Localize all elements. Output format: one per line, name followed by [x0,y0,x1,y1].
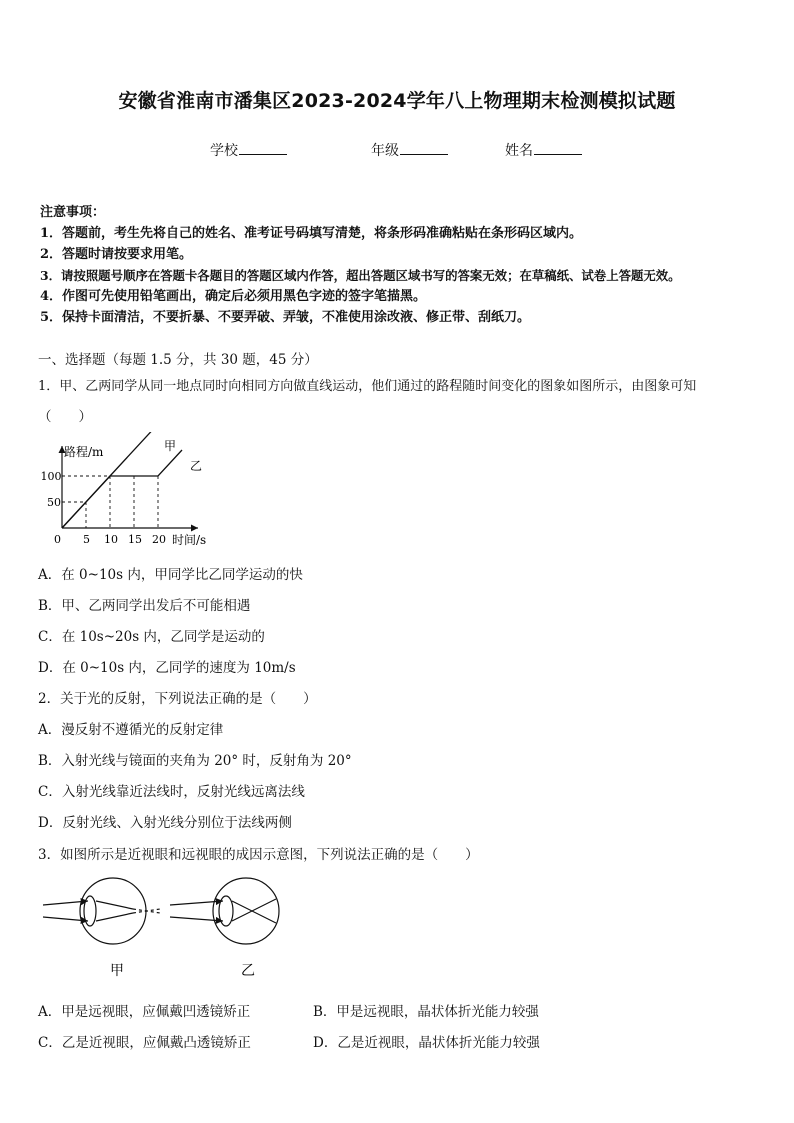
q2-option-c[interactable]: C．入射光线靠近法线时，反射光线远离法线 [38,784,305,800]
note-item: 1．答题前，考生先将自己的姓名、准考证号码填写清楚，将条形码准确粘贴在条形码区域内。 [40,226,583,241]
q3-stem: 3．如图所示是近视眼和远视眼的成因示意图，下列说法正确的是（ ） [38,847,479,863]
q1-option-d[interactable]: D．在 0~10s 内，乙同学的速度为 10m/s [38,660,296,676]
grade-blank[interactable] [400,140,448,155]
q1-stem-paren: （ ） [38,409,92,425]
x-tick-label: 15 [128,533,142,546]
q1-graph [38,432,238,554]
q2-option-b[interactable]: B．入射光线与镜面的夹角为 20° 时，反射角为 20° [38,753,352,769]
x-tick-label: 5 [83,533,90,546]
note-item: 4．作图可先使用铅笔画出，确定后必须用黑色字迹的签字笔描黑。 [40,289,427,304]
notes-block [40,202,681,328]
note-item: 3．请按照题号顺序在答题卡各题目的答题区域内作答，超出答题区域书写的答案无效；在草稿纸、试卷上答题无效。 [40,268,681,283]
q3-option-b[interactable]: B．甲是远视眼，晶状体折光能力较强 [313,1004,539,1020]
q2-option-d[interactable]: D．反射光线、入射光线分别位于法线两侧 [38,815,292,831]
name-field[interactable] [505,140,582,160]
section-heading: 一、选择题（每题 1.5 分，共 30 题，45 分） [38,352,318,368]
x-tick-label: 10 [104,533,118,546]
y-axis-label: 路程/m [64,445,104,459]
q2-stem: 2．关于光的反射，下列说法正确的是（ ） [38,691,317,707]
q1-stem: 1．甲、乙两同学从同一地点同时向相同方向做直线运动，他们通过的路程随时间变化的图象如图所示，由图象可知 [38,379,697,394]
name-label: 姓名 [505,143,533,159]
y-tick-label: 50 [47,496,61,509]
q2-option-a[interactable]: A．漫反射不遵循光的反射定律 [38,722,224,738]
q1-option-c[interactable]: C．在 10s~20s 内，乙同学是运动的 [38,629,265,645]
q3-option-c[interactable]: C．乙是近视眼，应佩戴凸透镜矫正 [38,1035,251,1051]
notes-heading: 注意事项： [40,205,106,220]
school-label: 学校 [210,143,238,159]
q3-option-a[interactable]: A．甲是远视眼，应佩戴凹透镜矫正 [38,1004,251,1020]
q1-option-b[interactable]: B．甲、乙两同学出发后不可能相遇 [38,598,251,614]
q3-eye-figure [38,873,288,983]
y-tick-label: 100 [40,470,62,483]
fig-label-yi: 乙 [241,963,255,979]
x-tick-label: 0 [54,533,61,546]
page-title: 安徽省淮南市潘集区2023-2024学年八上物理期末检测模拟试题 [118,90,676,112]
eye-yi [170,878,279,944]
q3-option-d[interactable]: D．乙是近视眼，晶状体折光能力较强 [313,1035,540,1051]
eye-jia [43,878,160,944]
note-item: 2．答题时请按要求用笔。 [40,247,193,262]
q1-option-a[interactable]: A．在 0~10s 内，甲同学比乙同学运动的快 [38,567,303,583]
note-item: 5．保持卡面清洁，不要折暴、不要弄破、弄皱，不准使用涂改液、修正带、刮纸刀。 [40,310,531,325]
grade-label: 年级 [371,143,399,159]
fig-label-jia: 甲 [110,963,124,979]
grade-field[interactable] [371,140,448,160]
series-label-jia: 甲 [164,439,177,453]
series-line-1 [62,450,182,528]
series-label-yi: 乙 [190,459,203,473]
school-blank[interactable] [239,140,287,155]
x-tick-label: 20 [152,533,166,546]
school-field[interactable] [210,140,287,160]
x-axis-label: 时间/s [172,533,207,547]
name-blank[interactable] [534,140,582,155]
